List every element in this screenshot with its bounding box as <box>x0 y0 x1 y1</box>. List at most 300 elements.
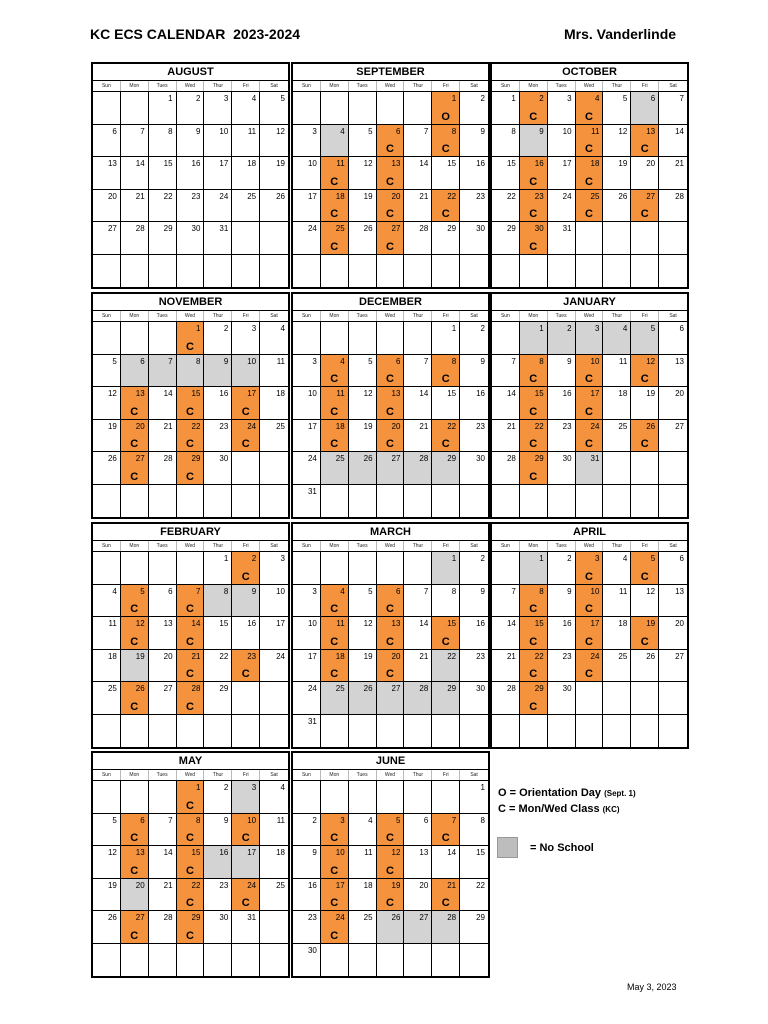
weekday-label: Thur <box>204 770 232 780</box>
class-mark: C <box>186 929 194 942</box>
day-number: 16 <box>562 619 572 628</box>
day-number: 10 <box>276 586 285 596</box>
class-mark: C <box>529 700 538 713</box>
class-mark: C <box>585 143 593 155</box>
class-mark: C <box>585 668 593 680</box>
day-cell <box>149 452 177 485</box>
class-mark: C <box>330 864 339 877</box>
day-number: 18 <box>247 159 257 168</box>
day-cell <box>460 420 488 453</box>
class-mark: C <box>386 897 394 909</box>
day-cell <box>576 420 604 453</box>
day-cell <box>432 781 460 814</box>
day-number: 8 <box>195 356 201 366</box>
day-cell <box>93 617 121 650</box>
weekday-label: Tues <box>349 770 377 780</box>
class-mark: C <box>640 635 649 648</box>
day-cell <box>260 157 288 190</box>
day-number: 1 <box>539 324 544 333</box>
day-cell <box>631 585 659 618</box>
day-number: 8 <box>451 586 457 596</box>
day-cell <box>149 944 177 977</box>
day-number: 29 <box>191 913 201 922</box>
weekday-header <box>93 311 288 322</box>
month-january <box>490 292 689 519</box>
day-number: 13 <box>391 159 401 168</box>
day-cell <box>377 814 405 847</box>
day-number: 7 <box>168 815 173 825</box>
day-cell <box>460 846 488 879</box>
day-cell <box>432 814 460 847</box>
day-number: 15 <box>447 159 457 168</box>
day-cell <box>659 452 687 485</box>
day-number: 23 <box>191 191 201 201</box>
day-cell <box>548 552 576 585</box>
month-february <box>91 522 290 749</box>
day-number: 5 <box>368 126 373 136</box>
day-number: 22 <box>534 651 544 661</box>
day-number: 20 <box>391 651 401 661</box>
day-cell <box>121 814 149 847</box>
day-cell <box>121 157 149 190</box>
class-mark: C <box>386 240 394 253</box>
day-cell <box>520 125 548 158</box>
day-cell <box>404 617 432 650</box>
day-cell <box>232 814 260 847</box>
day-number: 11 <box>336 619 345 628</box>
day-cell <box>93 911 121 944</box>
day-cell <box>177 682 205 715</box>
day-cell <box>321 92 349 125</box>
day-cell <box>460 125 488 158</box>
day-cell <box>149 715 177 748</box>
day-number: 12 <box>363 619 373 628</box>
day-cell <box>232 355 260 388</box>
weekday-header <box>492 311 687 322</box>
class-mark: C <box>186 438 194 450</box>
day-cell <box>349 617 377 650</box>
day-cell <box>404 715 432 748</box>
class-mark: C <box>640 570 649 583</box>
day-cell <box>204 585 232 618</box>
day-cell <box>204 190 232 223</box>
day-cell <box>349 650 377 683</box>
day-number: 15 <box>163 159 173 168</box>
day-number: 28 <box>447 913 457 922</box>
day-cell <box>631 387 659 420</box>
legend-class-label: C = Mon/Wed Class <box>498 803 600 815</box>
day-number: 3 <box>251 324 257 333</box>
day-cell <box>177 92 205 125</box>
day-cell <box>293 125 321 158</box>
day-cell <box>232 650 260 683</box>
day-number: 30 <box>476 224 485 233</box>
day-number: 21 <box>419 651 429 661</box>
day-cell <box>121 387 149 420</box>
day-cell <box>404 157 432 190</box>
day-cell <box>93 585 121 618</box>
day-number: 10 <box>247 815 257 825</box>
day-cell <box>603 222 631 255</box>
day-number: 22 <box>447 191 457 201</box>
day-number: 5 <box>650 554 656 563</box>
day-cell <box>659 355 687 388</box>
day-number: 4 <box>622 554 628 563</box>
day-number: 5 <box>112 815 117 825</box>
day-number: 26 <box>363 224 373 233</box>
day-number: 4 <box>280 324 285 333</box>
day-number: 7 <box>140 126 145 136</box>
day-cell <box>204 944 232 977</box>
day-number: 14 <box>163 848 173 857</box>
day-number: 26 <box>646 651 656 661</box>
day-number: 23 <box>476 191 485 201</box>
day-number: 25 <box>276 421 285 431</box>
day-cell <box>293 846 321 879</box>
weekday-label: Wed <box>177 311 205 321</box>
month-name: JUNE <box>293 753 488 770</box>
day-cell <box>293 387 321 420</box>
day-cell <box>377 420 405 453</box>
day-number: 16 <box>191 159 201 168</box>
day-number: 27 <box>391 684 401 693</box>
day-cell <box>377 682 405 715</box>
day-number: 7 <box>168 356 173 366</box>
day-number: 23 <box>307 913 317 922</box>
day-cell <box>377 255 405 288</box>
day-number: 1 <box>223 554 229 563</box>
weekday-label: Sat <box>470 313 478 319</box>
day-grid <box>293 781 488 976</box>
day-number: 4 <box>112 586 117 596</box>
class-mark: C <box>130 700 139 713</box>
day-number: 12 <box>618 126 628 136</box>
day-cell <box>520 420 548 453</box>
day-cell <box>293 781 321 814</box>
day-cell <box>377 92 405 125</box>
weekday-header <box>492 541 687 552</box>
legend-class-note: (KC) <box>602 805 620 814</box>
weekday-header <box>293 81 488 92</box>
day-number: 27 <box>419 913 429 922</box>
day-cell <box>460 485 488 518</box>
day-cell <box>204 617 232 650</box>
day-cell <box>93 682 121 715</box>
day-number: 15 <box>476 848 485 857</box>
class-mark: C <box>585 373 593 385</box>
day-number: 22 <box>506 191 516 201</box>
day-number: 24 <box>247 421 257 431</box>
day-number: 2 <box>480 94 485 103</box>
day-cell <box>603 715 631 748</box>
class-mark: C <box>386 373 394 385</box>
day-grid <box>293 552 488 747</box>
day-cell <box>204 355 232 388</box>
day-cell <box>492 552 520 585</box>
day-cell <box>349 552 377 585</box>
month-august <box>91 62 290 289</box>
day-number: 17 <box>590 619 600 628</box>
day-number: 24 <box>590 651 600 661</box>
weekday-label: Sat <box>669 83 677 89</box>
day-number: 30 <box>191 224 201 233</box>
day-cell <box>603 125 631 158</box>
day-cell <box>432 222 460 255</box>
day-cell <box>377 585 405 618</box>
day-cell <box>177 911 205 944</box>
class-mark: C <box>330 929 339 942</box>
day-number: 14 <box>419 619 429 628</box>
day-number: 26 <box>391 913 401 922</box>
day-cell <box>520 387 548 420</box>
day-cell <box>149 222 177 255</box>
day-cell <box>149 552 177 585</box>
day-number: 17 <box>562 159 572 168</box>
day-cell <box>404 944 432 977</box>
day-cell <box>93 715 121 748</box>
day-number: 3 <box>594 554 600 563</box>
day-number: 17 <box>590 389 600 398</box>
day-cell <box>460 879 488 912</box>
day-cell <box>121 682 149 715</box>
day-cell <box>121 420 149 453</box>
day-cell <box>349 222 377 255</box>
day-cell <box>404 222 432 255</box>
day-cell <box>232 617 260 650</box>
day-number: 11 <box>276 356 285 366</box>
day-number: 27 <box>107 224 117 233</box>
day-grid <box>93 552 288 747</box>
day-number: 31 <box>590 454 600 463</box>
day-cell <box>149 387 177 420</box>
day-cell <box>548 452 576 485</box>
day-cell <box>93 420 121 453</box>
day-cell <box>204 92 232 125</box>
teacher-name: Mrs. Vanderlinde <box>564 26 677 42</box>
day-cell <box>349 157 377 190</box>
day-cell <box>293 911 321 944</box>
day-number: 9 <box>480 356 485 366</box>
day-cell <box>377 715 405 748</box>
class-mark: C <box>186 832 194 844</box>
day-cell <box>121 617 149 650</box>
day-number: 1 <box>511 94 516 103</box>
day-number: 12 <box>646 356 656 366</box>
weekday-label: Tues <box>349 311 377 321</box>
day-number: 16 <box>534 159 544 168</box>
day-number: 4 <box>368 815 373 825</box>
class-mark: C <box>441 143 450 155</box>
class-mark: C <box>186 470 194 483</box>
day-cell <box>93 222 121 255</box>
class-mark: C <box>330 897 339 909</box>
day-number: 9 <box>223 815 229 825</box>
class-mark: C <box>241 405 250 418</box>
day-cell <box>149 255 177 288</box>
day-number: 24 <box>307 224 317 233</box>
day-cell <box>520 355 548 388</box>
day-number: 10 <box>562 126 572 136</box>
class-mark: C <box>130 405 139 418</box>
class-mark: C <box>441 208 450 220</box>
weekday-header <box>93 770 288 781</box>
day-cell <box>659 125 687 158</box>
day-number: 14 <box>135 159 145 168</box>
day-cell <box>121 552 149 585</box>
day-cell <box>293 322 321 355</box>
day-number: 13 <box>135 848 145 857</box>
day-cell <box>232 715 260 748</box>
day-number: 4 <box>594 94 600 103</box>
day-cell <box>321 222 349 255</box>
day-cell <box>377 157 405 190</box>
day-number: 14 <box>675 126 684 136</box>
day-grid <box>492 322 687 517</box>
day-cell <box>548 92 576 125</box>
day-cell <box>349 846 377 879</box>
day-number: 10 <box>335 848 345 857</box>
day-cell <box>432 190 460 223</box>
day-cell <box>548 650 576 683</box>
day-number: 25 <box>590 191 600 201</box>
day-cell <box>121 322 149 355</box>
weekday-label: Sat <box>470 83 478 89</box>
day-cell <box>93 322 121 355</box>
day-number: 21 <box>191 651 201 661</box>
day-number: 20 <box>391 191 401 201</box>
day-cell <box>631 322 659 355</box>
day-number: 4 <box>340 356 345 366</box>
day-cell <box>260 585 288 618</box>
day-cell <box>349 190 377 223</box>
day-cell <box>93 814 121 847</box>
day-number: 27 <box>675 421 684 431</box>
class-mark: C <box>441 897 450 909</box>
day-cell <box>432 420 460 453</box>
day-cell <box>177 255 205 288</box>
day-cell <box>149 355 177 388</box>
day-cell <box>548 355 576 388</box>
month-name: SEPTEMBER <box>293 64 488 81</box>
day-cell <box>349 92 377 125</box>
class-mark: C <box>130 929 139 942</box>
day-number: 19 <box>646 389 656 398</box>
day-cell <box>460 781 488 814</box>
day-cell <box>492 322 520 355</box>
day-cell <box>603 387 631 420</box>
day-number: 26 <box>363 684 373 693</box>
day-cell <box>432 650 460 683</box>
day-cell <box>93 355 121 388</box>
day-cell <box>321 944 349 977</box>
day-number: 10 <box>590 356 600 366</box>
day-cell <box>377 452 405 485</box>
day-cell <box>548 255 576 288</box>
weekday-label: Wed <box>377 541 405 551</box>
weekday-label: Sun <box>93 311 121 321</box>
day-number: 28 <box>191 684 201 693</box>
weekday-header <box>492 81 687 92</box>
day-cell <box>377 190 405 223</box>
day-cell <box>377 387 405 420</box>
class-mark: C <box>130 635 139 648</box>
day-cell <box>520 485 548 518</box>
day-cell <box>659 190 687 223</box>
day-cell <box>260 650 288 683</box>
class-mark: C <box>186 897 194 909</box>
weekday-label: Fri <box>432 770 460 780</box>
class-mark: C <box>529 110 538 123</box>
class-mark: C <box>130 864 139 877</box>
day-cell <box>659 682 687 715</box>
day-number: 25 <box>618 651 628 661</box>
day-cell <box>576 387 604 420</box>
day-cell <box>232 879 260 912</box>
day-number: 27 <box>135 454 145 463</box>
day-number: 1 <box>480 783 485 792</box>
weekday-label: Thur <box>603 311 631 321</box>
day-number: 1 <box>451 94 457 103</box>
day-cell <box>293 814 321 847</box>
day-cell <box>377 944 405 977</box>
day-cell <box>432 125 460 158</box>
day-cell <box>293 92 321 125</box>
day-number: 25 <box>276 880 285 890</box>
day-number: 27 <box>391 224 401 233</box>
day-number: 13 <box>675 586 684 596</box>
day-cell <box>603 585 631 618</box>
day-cell <box>204 911 232 944</box>
month-december <box>291 292 490 519</box>
day-cell <box>204 650 232 683</box>
day-number: 29 <box>163 224 173 233</box>
day-number: 9 <box>480 126 485 136</box>
weekday-label: Tues <box>349 541 377 551</box>
class-mark: C <box>585 208 593 220</box>
day-cell <box>204 781 232 814</box>
day-cell <box>204 420 232 453</box>
weekday-header <box>93 81 288 92</box>
day-cell <box>93 650 121 683</box>
day-number: 9 <box>539 126 544 136</box>
day-cell <box>492 452 520 485</box>
day-cell <box>232 125 260 158</box>
day-cell <box>576 355 604 388</box>
day-cell <box>321 814 349 847</box>
day-cell <box>260 682 288 715</box>
day-cell <box>492 617 520 650</box>
day-cell <box>631 552 659 585</box>
day-cell <box>349 485 377 518</box>
weekday-label: Tues <box>548 311 576 321</box>
day-number: 5 <box>140 586 145 596</box>
weekday-label: Sat <box>470 543 478 549</box>
day-number: 19 <box>107 421 117 431</box>
day-number: 6 <box>650 94 656 103</box>
weekday-label: Sun <box>492 541 520 551</box>
day-cell <box>293 420 321 453</box>
class-mark: C <box>330 405 339 418</box>
day-number: 30 <box>219 454 229 463</box>
day-grid <box>93 322 288 517</box>
day-cell <box>404 781 432 814</box>
day-cell <box>293 879 321 912</box>
day-cell <box>321 879 349 912</box>
day-cell <box>177 944 205 977</box>
day-cell <box>232 222 260 255</box>
day-number: 29 <box>447 224 457 233</box>
day-number: 18 <box>276 389 285 398</box>
